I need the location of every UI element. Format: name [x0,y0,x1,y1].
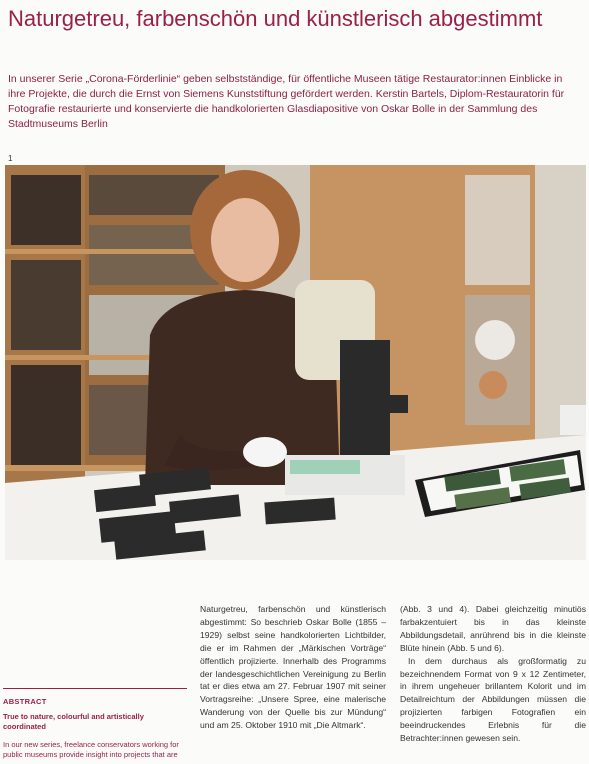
abstract-box [3,688,187,760]
article-title: Naturgetreu, farbenschön und künstlerisch abgestimmt [8,6,543,31]
article-column-2 [400,603,586,745]
article-column-1 [200,603,386,732]
paragraph: Naturgetreu, farbenschön und künstlerisch abgestimmt: So beschrieb Oskar Bolle (1855 – 1929) selbst seine handkolorierten Lichtbilder, die er im Rahmen der „Märkischen Vorträge“ öffentlich projizierte. Innerhalb des Programms der landesgeschichtlichen Vereinigung zu Berlin tat er dies etwa am 27. Februar 1907 mit seiner Vortragsreihe: „Unsere Spree, eine malerische Wanderung von der Quelle bis zur Mündung“ und am 25. Oktober 1910 mit „Die Altmark“. [200,604,386,731]
figure-number: 1 [8,154,13,163]
paragraph: In dem durchaus als großformatig zu bezeichnendem Format von 9 x 12 Zentimeter, in ihrem ungeheuer brillantem Kolorit und im Detailreichtum der Abbildungen müssen die projizierten farbigen Fotografien ein beeindruckendes Erlebnis für die Betrachter:innen gewesen sein. [400,655,586,744]
abstract-subtitle: True to nature, colourful and artistically coordinated [3,712,144,731]
abstract-body: In our new series, freelance conservators working for public museums provide insight into projects that are [3,740,179,759]
abstract-heading: ABSTRACT [3,697,47,706]
article-lead: In unserer Serie „Corona-Förderlinie“ geben selbstständige, für öffentliche Museen tätige Restaurator:innen Einblicke in ihre Projekte, die durch die Ernst von Siemens Kunststiftung gefördert werden. Kerstin Bartels, Diplom-Restauratorin für Fotografie restaurierte und konservierte die handkolorierten Glasdiapositive von Oskar Bolle in der Sammlung des Stadtmuseums Berlin [8,73,565,130]
photo-illustration [5,165,586,560]
paragraph: (Abb. 3 und 4). Dabei gleichzeitig minutiös farbakzentuiert bis in das kleinste Abbildungsdetail, anrührend bis in die kleinste Blüte hinein (Abb. 5 und 6). [400,604,586,653]
photo-conservator-at-lightbox [5,165,586,560]
